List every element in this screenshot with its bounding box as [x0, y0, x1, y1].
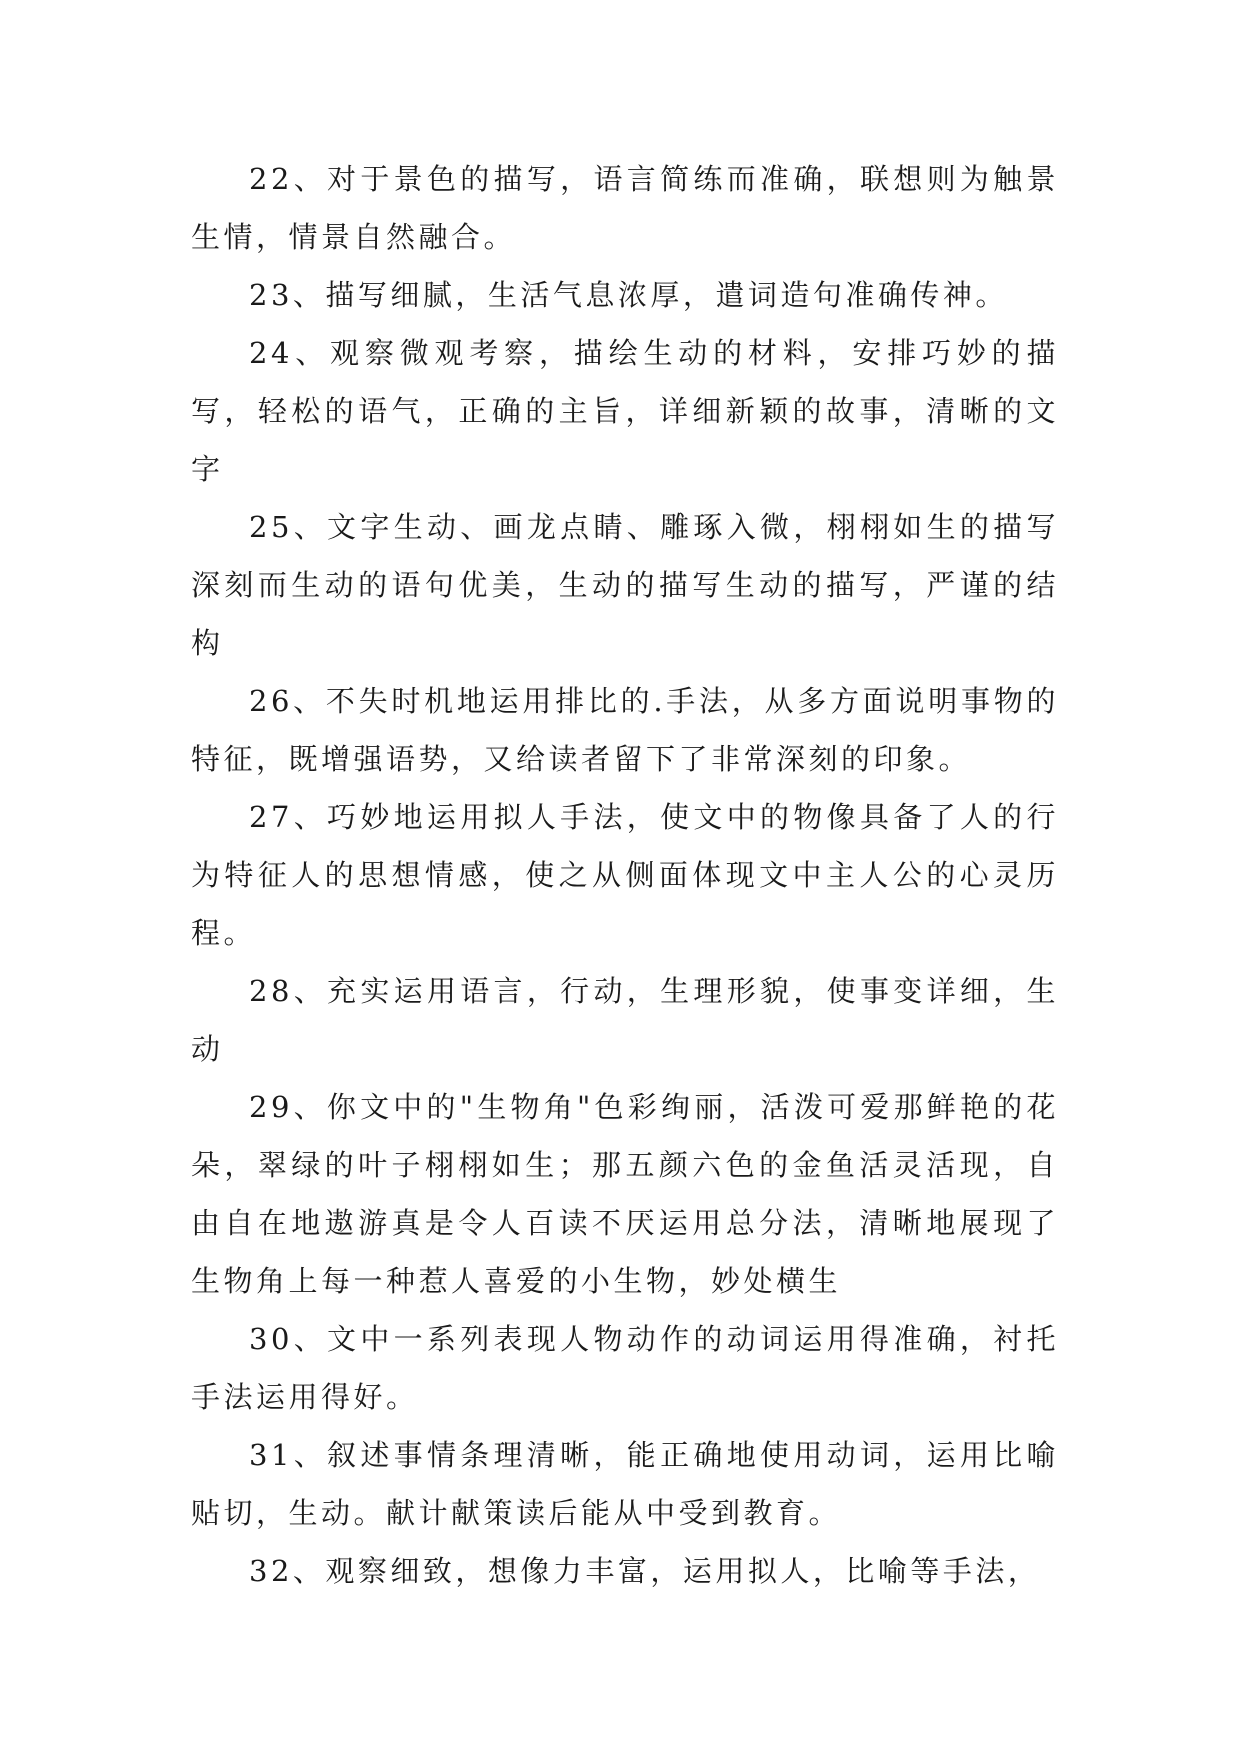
- paragraph-23: 23、描写细腻，生活气息浓厚，遣词造句准确传神。: [249, 278, 1008, 312]
- paragraph-29: 29、你文中的"生物角"色彩绚丽，活泼可爱那鲜艳的花朵，翠绿的叶子栩栩如生；那五颜六色的金鱼活灵活现，自由自在地遨游真是令人百读不厌运用总分法，清晰地展现了生物角上每一种惹人喜爱的小生物，妙处横生: [191, 1090, 1059, 1298]
- paragraph-25: 25、文字生动、画龙点睛、雕琢入微，栩栩如生的描写深刻而生动的语句优美，生动的描写生动的描写，严谨的结构: [191, 510, 1059, 660]
- paragraph-26: 26、不失时机地运用排比的.手法，从多方面说明事物的特征，既增强语势，又给读者留下了非常深刻的印象。: [191, 684, 1059, 776]
- paragraph-31: 31、叙述事情条理清晰，能正确地使用动词，运用比喻贴切，生动。献计献策读后能从中受到教育。: [191, 1438, 1059, 1530]
- paragraph-22: 22、对于景色的描写，语言简练而准确，联想则为触景生情，情景自然融合。: [191, 162, 1059, 254]
- paragraph-28: 28、充实运用语言，行动，生理形貌，使事变详细，生动: [191, 974, 1059, 1066]
- paragraph-27: 27、巧妙地运用拟人手法，使文中的物像具备了人的行为特征人的思想情感，使之从侧面体现文中主人公的心灵历程。: [191, 800, 1059, 950]
- paragraph-24: 24、观察微观考察，描绘生动的材料，安排巧妙的描写，轻松的语气，正确的主旨，详细新颖的故事，清晰的文字: [191, 336, 1059, 486]
- document-body: [191, 150, 1059, 1600]
- paragraph-32: 32、观察细致，想像力丰富，运用拟人，比喻等手法，: [249, 1554, 1041, 1588]
- paragraph-30: 30、文中一系列表现人物动作的动词运用得准确，衬托手法运用得好。: [191, 1322, 1059, 1414]
